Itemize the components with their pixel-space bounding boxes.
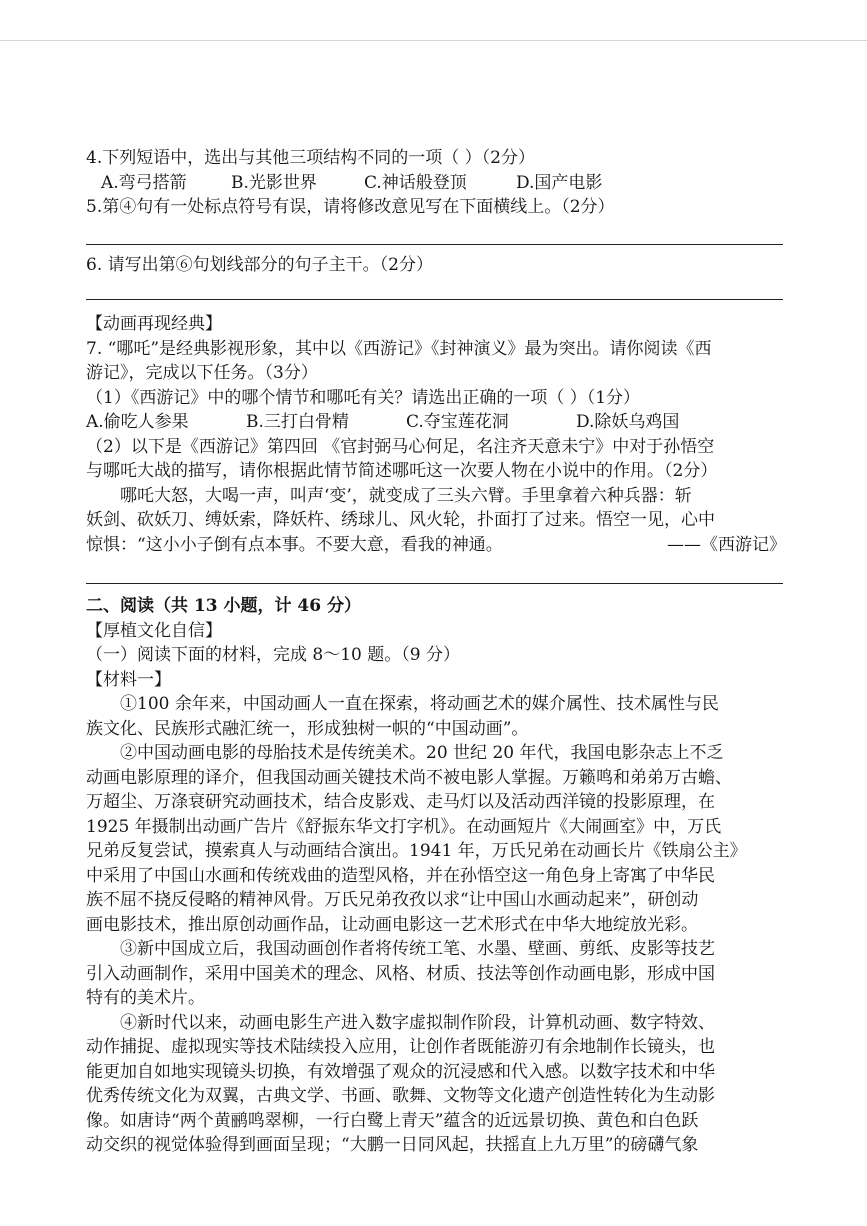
question-7-stem-line-1: 7. “哪吒”是经典影视形象，其中以《西游记》《封神演义》最为突出。请你阅读《西 [86,338,712,359]
question-4-options [86,171,786,196]
q7-option-b: B.三打白骨精 [246,412,349,432]
paragraph-3 [86,937,786,1011]
q4-option-c: C.神话般登顶 [364,172,467,193]
question-7-sub1-options [86,410,786,435]
question-7-sub1: （1）《西游记》中的哪个情节和哪吒有关？请选出正确的一项（ ）（1分） [86,387,641,408]
paragraph-line: 动画电影原理的译介，但我国动画关键技术尚不被电影人掌握。万籁鸣和弟弟万古蟾、 [86,767,732,788]
q4-option-a: A.弯弓搭箭 [101,172,187,193]
paragraph-line: 中采用了中国山水画和传统戏曲的造型风格，并在孙悟空这一角色身上寄寓了中华民 [86,865,715,886]
quote-source: ——《西游记》 [667,534,786,555]
q7-option-d: D.除妖乌鸡国 [576,412,680,432]
exam-page [86,146,786,1158]
question-5-stem: 5.第④句有一处标点符号有误，请将修改意见写在下面横线上。（2分） [86,197,615,217]
q7-option-c: C.夺宝莲花洞 [406,412,509,432]
question-4-stem: 4.下列短语中，选出与其他三项结构不同的一项（ ）（2分） [86,148,535,168]
paragraph-line: 动交织的视觉体验得到画面呈现；“大鹏一日同风起，扶摇直上九万里”的磅礴气象 [86,1135,699,1155]
section-heading-animation: 【动画再现经典】 [86,314,222,334]
section-2-title: 二、阅读（共 13 小题，计 46 分） [86,596,361,616]
paragraph-line: 动作捕捉、虚拟现实等技术陆续投入应用，让创作者既能游刃有余地制作长镜头，也 [86,1037,715,1057]
paragraph-line: 族文化、民族形式融汇统一，形成独树一帜的“中国动画”。 [86,718,529,739]
q4-option-d: D.国产电影 [516,172,603,193]
paragraph-line: ①100 余年来，中国动画人一直在探索，将动画艺术的媒介属性、技术属性与民 [120,694,719,714]
question-7-sub2-line-1: （2）以下是《西游记》第四回 《官封弼马心何足，名注齐天意未宁》中对于孙悟空 [86,436,715,457]
paragraph-line: 能更加自如地实现镜头切换，有效增强了观众的沉浸感和代入感。以数字技术和中华 [86,1061,715,1082]
paragraph-1 [86,692,786,741]
page-top-edge [0,40,867,41]
paragraph-line: 特有的美术片。 [86,988,205,1008]
quote-line-3-text: 惊惧：“这小小子倒有点本事。不要大意，看我的神通。 [86,534,503,555]
quote-line-1: 哪吒大怒，大喝一声，叫声‘变’，就变成了三头六臂。手里拿着六种兵器：斩 [120,485,692,506]
q7-option-a: A.偷吃人参果 [86,412,189,432]
paragraph-line: 兄弟反复尝试，摸索真人与动画结合演出。1941 年，万氏兄弟在动画长片《铁扇公主》 [86,841,747,861]
paragraph-line: 画电影技术，推出原创动画作品，让动画电影这一艺术形式在中华大地绽放光彩。 [86,914,698,935]
paragraph-line: ③新中国成立后，我国动画创作者将传统工笔、水墨、壁画、剪纸、皮影等技艺 [120,939,715,959]
section-2-subheading: 【厚植文化自信】 [86,620,222,641]
paragraph-4 [86,1011,786,1158]
part-1-instruction: （一）阅读下面的材料，完成 8～10 题。（9 分） [86,645,460,665]
quote-line-3 [86,533,786,558]
paragraph-line: 引入动画制作，采用中国美术的理念、风格、材质、技法等创作动画电影，形成中国 [86,963,715,984]
paragraph-line: 优秀传统文化为双翼，古典文学、书画、歌舞、文物等文化遗产创造性转化为生动影 [86,1086,715,1106]
paragraph-line: ②中国动画电影的母胎技术是传统美术。20 世纪 20 年代，我国电影杂志上不乏 [120,743,724,763]
material-1-label: 【材料一】 [86,669,171,690]
question-6-stem: 6. 请写出第⑥句划线部分的句子主干。（2分） [86,254,433,275]
paragraph-line: 像。如唐诗“两个黄鹂鸣翠柳，一行白鹭上青天”蕴含的近远景切换、黄色和白色跃 [86,1110,699,1131]
paragraph-line: 族不屈不挠反侵略的精神风骨。万氏兄弟孜孜以求“让中国山水画动起来”，研创动 [86,890,699,910]
quote-line-2: 妖剑、砍妖刀、缚妖索，降妖杵、绣球儿、风火轮，扑面打了过来。悟空一见，心中 [86,510,715,530]
question-7-sub2-line-2: 与哪吒大战的描写，请你根据此情节简述哪吒这一次要人物在小说中的作用。（2分） [86,461,718,481]
q4-option-b: B.光影世界 [231,172,317,193]
paragraph-line: 1925 年摄制出动画广告片《舒振东华文打字机》。在动画短片《大闹画室》中，万氏 [86,816,722,837]
question-7-stem-line-2: 游记》，完成以下任务。（3分） [86,363,318,383]
paragraph-line: ④新时代以来，动画电影生产进入数字虚拟制作阶段，计算机动画、数字特效、 [120,1012,715,1033]
paragraph-2 [86,741,786,937]
paragraph-line: 万超尘、万涤衰研究动画技术，结合皮影戏、走马灯以及活动西洋镜的投影原理，在 [86,792,715,812]
